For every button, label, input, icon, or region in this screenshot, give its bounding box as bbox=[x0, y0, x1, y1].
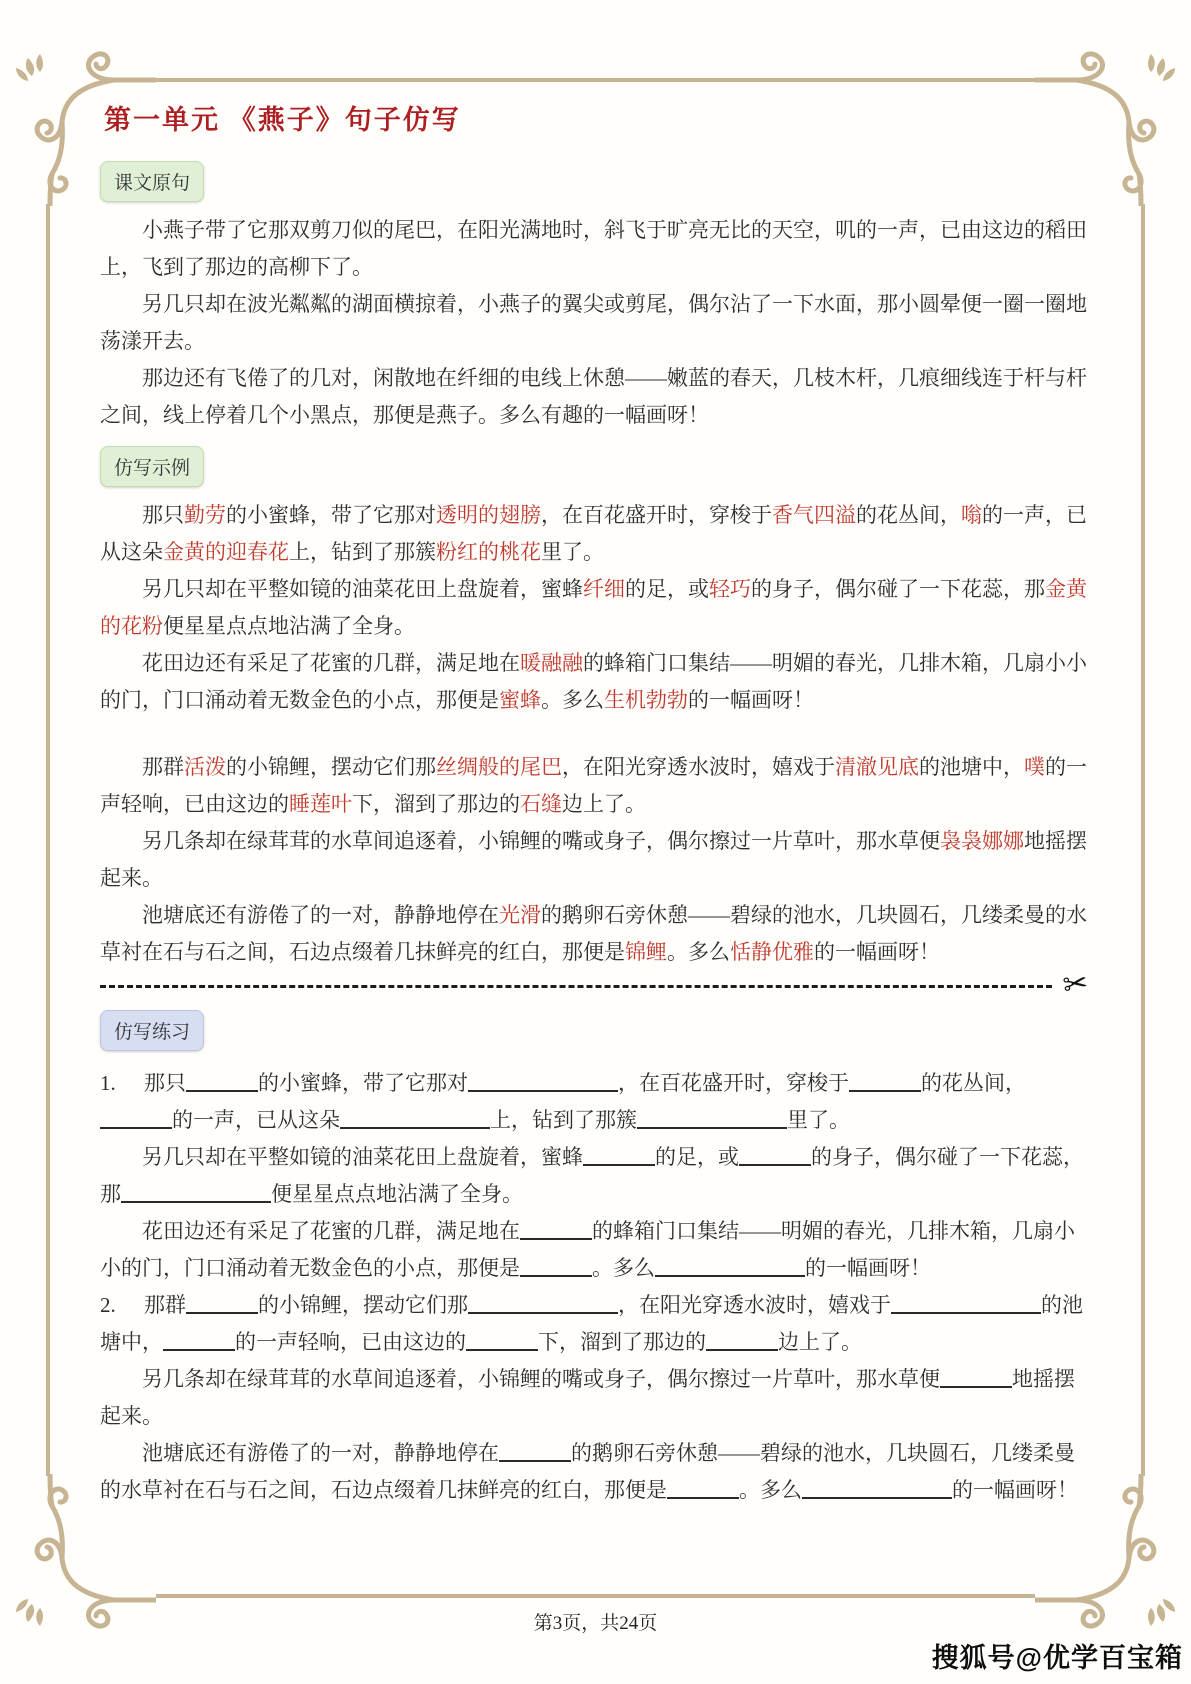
text-segment: 的一幅画呀！ bbox=[814, 940, 940, 964]
blank-field[interactable] bbox=[667, 1479, 739, 1499]
blank-field[interactable] bbox=[520, 1220, 592, 1240]
badge-kewen-yuanju: 课文原句 bbox=[100, 161, 204, 202]
page-footer: 第3页，共24页 bbox=[533, 1613, 658, 1634]
text-segment: 的小蜜蜂，带了它那对 bbox=[226, 503, 436, 527]
blank-field[interactable] bbox=[520, 1257, 592, 1277]
highlight-text: 轻巧 bbox=[709, 577, 751, 601]
highlight-text: 粉红的桃花 bbox=[436, 540, 541, 564]
highlight-text: 石缝 bbox=[520, 792, 562, 816]
text-segment: 的小锦鲤，摆动它们那 bbox=[226, 755, 436, 779]
text-segment: 的小锦鲤，摆动它们那 bbox=[258, 1293, 468, 1317]
spacer bbox=[100, 719, 1092, 749]
text-segment: 地摇摆起来。 bbox=[100, 1367, 1075, 1428]
frame-top-line bbox=[156, 78, 1035, 82]
scissors-icon: ✂ bbox=[1060, 966, 1091, 1003]
paragraph bbox=[100, 897, 1092, 971]
badge-fangxie-shili: 仿写示例 bbox=[100, 446, 204, 487]
paragraph bbox=[100, 212, 1092, 286]
text-segment: 的蜂箱门口集结——明媚的春光，几排木箱，几扇小小的门，门口涌动着无数金色的小点，那便是 bbox=[100, 1219, 1075, 1280]
page-title: 第一单元 《燕子》句子仿写 bbox=[104, 105, 461, 135]
text-segment: 另几只却在平整如镜的油菜花田上盘旋着，蜜蜂 bbox=[142, 577, 583, 601]
paragraph bbox=[100, 823, 1092, 897]
text-segment: 上，钻到了那簇 bbox=[490, 1108, 637, 1132]
highlight-text: 清澈见底 bbox=[835, 755, 919, 779]
blank-field[interactable] bbox=[849, 1072, 921, 1092]
paragraph bbox=[100, 1065, 1092, 1139]
text-segment: 的花丛间， bbox=[856, 503, 961, 527]
highlight-text: 丝绸般的尾巴 bbox=[436, 755, 562, 779]
blank-field[interactable] bbox=[121, 1183, 271, 1203]
highlight-text: 蜜蜂 bbox=[499, 688, 541, 712]
blank-field[interactable] bbox=[186, 1072, 258, 1092]
text-segment: 另几只却在波光粼粼的湖面横掠着，小燕子的翼尖或剪尾，偶尔沾了一下水面，那小圆晕便一圈一圈地荡漾开去。 bbox=[100, 292, 1087, 353]
text-segment: 的小蜜蜂，带了它那对 bbox=[258, 1071, 468, 1095]
text-segment: 那只 bbox=[142, 503, 184, 527]
text-segment: 花田边还有采足了花蜜的几群，满足地在 bbox=[142, 651, 520, 675]
highlight-text: 锦鲤 bbox=[625, 940, 667, 964]
text-segment: 便星星点点地沾满了全身。 bbox=[163, 614, 415, 638]
highlight-text: 活泼 bbox=[184, 755, 226, 779]
highlight-text: 袅袅娜娜 bbox=[940, 829, 1024, 853]
blank-field[interactable] bbox=[655, 1257, 805, 1277]
text-segment: 地摇摆起来。 bbox=[100, 829, 1087, 890]
blank-field[interactable] bbox=[499, 1442, 571, 1462]
text-segment: 。多么 bbox=[592, 1256, 655, 1280]
text-segment: 。多么 bbox=[541, 688, 604, 712]
highlight-text: 暖融融 bbox=[520, 651, 583, 675]
text-segment: 小燕子带了它那双剪刀似的尾巴，在阳光满地时，斜飞于旷亮无比的天空，叽的一声，已由这边的稻田上，飞到了那边的高柳下了。 bbox=[100, 218, 1087, 279]
text-segment: 边上了。 bbox=[778, 1330, 862, 1354]
text-segment: 池塘底还有游倦了的一对，静静地停在 bbox=[142, 1441, 499, 1465]
paragraph bbox=[100, 1287, 1092, 1361]
text-segment: 的一幅画呀！ bbox=[688, 688, 814, 712]
blank-field[interactable] bbox=[340, 1109, 490, 1129]
text-segment: 上，钻到了那簇 bbox=[289, 540, 436, 564]
text-segment: 便星星点点地沾满了全身。 bbox=[271, 1182, 523, 1206]
text-segment: 的身子，偶尔碰了一下花蕊，那 bbox=[100, 1145, 1084, 1206]
blank-field[interactable] bbox=[100, 1109, 172, 1129]
blank-field[interactable] bbox=[940, 1368, 1012, 1388]
paragraph bbox=[100, 1435, 1092, 1509]
blank-field[interactable] bbox=[739, 1146, 811, 1166]
text-segment: 的足，或 bbox=[655, 1145, 739, 1169]
blank-field[interactable] bbox=[706, 1331, 778, 1351]
highlight-text: 金黄的迎春花 bbox=[163, 540, 289, 564]
text-segment: 下，溜到了那边的 bbox=[352, 792, 520, 816]
blank-field[interactable] bbox=[583, 1146, 655, 1166]
text-segment: 那群 bbox=[144, 1293, 186, 1317]
cut-line bbox=[100, 966, 1091, 1003]
text-segment: 。多么 bbox=[667, 940, 730, 964]
item-number: 1. bbox=[100, 1071, 116, 1095]
paragraph bbox=[100, 1139, 1092, 1213]
paragraph bbox=[100, 571, 1092, 645]
text-segment: 的蜂箱门口集结——明媚的春光，几排木箱，几扇小小的门，门口涌动着无数金色的小点，那便是 bbox=[100, 651, 1087, 712]
watermark: 搜狐号@优学百宝箱 bbox=[931, 1643, 1183, 1673]
section-body-fangxie-shili bbox=[100, 497, 1092, 971]
blank-field[interactable] bbox=[468, 1072, 618, 1092]
paragraph bbox=[100, 645, 1092, 719]
item-number: 2. bbox=[100, 1293, 116, 1317]
sections-container bbox=[100, 149, 1092, 1509]
text-segment: 边上了。 bbox=[562, 792, 646, 816]
text-segment: 的池塘中， bbox=[919, 755, 1024, 779]
paragraph bbox=[100, 1213, 1092, 1287]
paragraph bbox=[100, 360, 1092, 434]
text-segment: ，在阳光穿透水波时，嬉戏于 bbox=[562, 755, 835, 779]
highlight-text: 透明的翅膀 bbox=[436, 503, 541, 527]
highlight-text: 睡莲叶 bbox=[289, 792, 352, 816]
text-segment: 那只 bbox=[144, 1071, 186, 1095]
blank-field[interactable] bbox=[466, 1331, 538, 1351]
text-segment: 的一声轻响，已由这边的 bbox=[235, 1330, 466, 1354]
text-segment: ，在阳光穿透水波时，嬉戏于 bbox=[618, 1293, 891, 1317]
text-segment: 的一声，已从这朵 bbox=[100, 503, 1087, 564]
blank-field[interactable] bbox=[891, 1294, 1041, 1314]
text-segment: 的一幅画呀！ bbox=[952, 1478, 1078, 1502]
text-segment: 的花丛间， bbox=[921, 1071, 1026, 1095]
highlight-text: 噗 bbox=[1024, 755, 1045, 779]
text-segment: 池塘底还有游倦了的一对，静静地停在 bbox=[142, 903, 499, 927]
highlight-text: 香气四溢 bbox=[772, 503, 856, 527]
paragraph bbox=[100, 286, 1092, 360]
text-segment: 花田边还有采足了花蜜的几群，满足地在 bbox=[142, 1219, 520, 1243]
frame-bottom-line bbox=[156, 1594, 1035, 1598]
blank-field[interactable] bbox=[163, 1331, 235, 1351]
highlight-text: 纤细 bbox=[583, 577, 625, 601]
text-segment: 那边还有飞倦了的几对，闲散地在纤细的电线上休憩——嫩蓝的春天，几枝木杆，几痕细线连于杆与杆之间，线上停着几个小黑点，那便是燕子。多么有趣的一幅画呀！ bbox=[100, 366, 1087, 427]
text-segment: ，在百花盛开时，穿梭于 bbox=[541, 503, 772, 527]
content-area bbox=[100, 98, 1092, 1509]
paragraph bbox=[100, 1361, 1092, 1435]
highlight-text: 勤劳 bbox=[184, 503, 226, 527]
text-segment: 。多么 bbox=[739, 1478, 802, 1502]
text-segment: 另几只却在平整如镜的油菜花田上盘旋着，蜜蜂 bbox=[142, 1145, 583, 1169]
badge-fangxie-lianxi: 仿写练习 bbox=[100, 1010, 204, 1051]
highlight-text: 生机勃勃 bbox=[604, 688, 688, 712]
text-segment: 下，溜到了那边的 bbox=[538, 1330, 706, 1354]
blank-field[interactable] bbox=[186, 1294, 258, 1314]
text-segment: 的池塘中， bbox=[100, 1293, 1083, 1354]
text-segment: 里了。 bbox=[541, 540, 604, 564]
blank-field[interactable] bbox=[802, 1479, 952, 1499]
section-body-kewen-yuanju bbox=[100, 212, 1092, 434]
paragraph bbox=[100, 749, 1092, 823]
text-segment: 另几条却在绿茸茸的水草间追逐着，小锦鲤的嘴或身子，偶尔擦过一片草叶，那水草便 bbox=[142, 829, 940, 853]
text-segment: 的身子，偶尔碰了一下花蕊，那 bbox=[751, 577, 1045, 601]
highlight-text: 嗡 bbox=[961, 503, 982, 527]
text-segment: 那群 bbox=[142, 755, 184, 779]
section-body-fangxie-lianxi bbox=[100, 1061, 1092, 1509]
frame-left-line bbox=[46, 204, 50, 1476]
text-segment: 的一声轻响，已由这边的 bbox=[100, 755, 1087, 816]
highlight-text: 光滑 bbox=[499, 903, 541, 927]
text-segment: 里了。 bbox=[787, 1108, 850, 1132]
text-segment: 的足，或 bbox=[625, 577, 709, 601]
text-segment: ，在百花盛开时，穿梭于 bbox=[618, 1071, 849, 1095]
highlight-text: 金黄的花粉 bbox=[100, 577, 1087, 638]
text-segment: 的一幅画呀！ bbox=[805, 1256, 931, 1280]
highlight-text: 恬静优雅 bbox=[730, 940, 814, 964]
paragraph bbox=[100, 497, 1092, 571]
text-segment: 另几条却在绿茸茸的水草间追逐着，小锦鲤的嘴或身子，偶尔擦过一片草叶，那水草便 bbox=[142, 1367, 940, 1391]
blank-field[interactable] bbox=[637, 1109, 787, 1129]
text-segment: 的鹅卵石旁休憩——碧绿的池水，几块圆石，几缕柔曼的水草衬在石与石之间，石边点缀着几抹鲜亮的红白，那便是 bbox=[100, 903, 1087, 964]
blank-field[interactable] bbox=[468, 1294, 618, 1314]
frame-right-line bbox=[1141, 204, 1145, 1476]
text-segment: 的鹅卵石旁休憩——碧绿的池水，几块圆石，几缕柔曼的水草衬在石与石之间，石边点缀着几抹鲜亮的红白，那便是 bbox=[100, 1441, 1075, 1502]
text-segment: 的一声，已从这朵 bbox=[172, 1108, 340, 1132]
